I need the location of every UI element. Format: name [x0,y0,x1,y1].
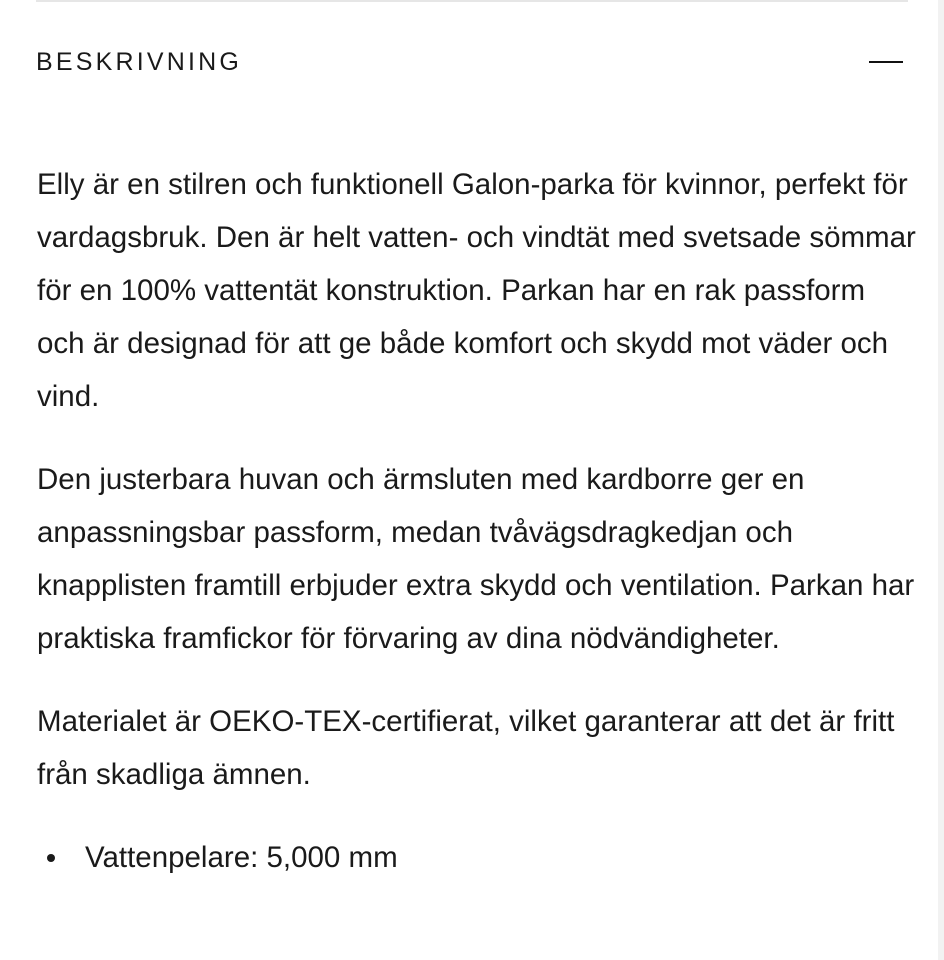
description-body [37,158,917,884]
description-paragraph: Elly är en stilren och funktionell Galon-parka för kvinnor, perfekt för vardagsbruk. Den är helt vatten- och vindtät med svetsade sömmar för en 100% vattentät konstruktion. Parkan har en rak passform och är designad för att ge både komfort och skydd mot väder och vind. [37,168,916,413]
bullet-icon [47,854,55,862]
minus-icon [869,61,903,64]
collapse-button[interactable] [866,42,906,82]
description-paragraph: Den justerbara huvan och ärmsluten med kardborre ger en anpassningsbar passform, medan tvåvägsdragkedjan och knapplisten framtill erbjuder extra skydd och ventilation. Parkan har praktiska framfickor för förvaring av dina nödvändigheter. [37,463,915,655]
accordion-header-description[interactable] [36,40,900,84]
list-item [37,831,917,884]
scrollbar[interactable] [938,0,944,960]
spec-text: Vattenpelare: 5,000 mm [85,841,398,874]
spec-list [37,831,917,884]
accordion-title: BESKRIVNING [36,47,243,76]
top-divider [36,0,908,2]
description-paragraph: Materialet är OEKO-TEX-certifierat, vilket garanterar att det är fritt från skadliga ämnen. [37,705,895,791]
